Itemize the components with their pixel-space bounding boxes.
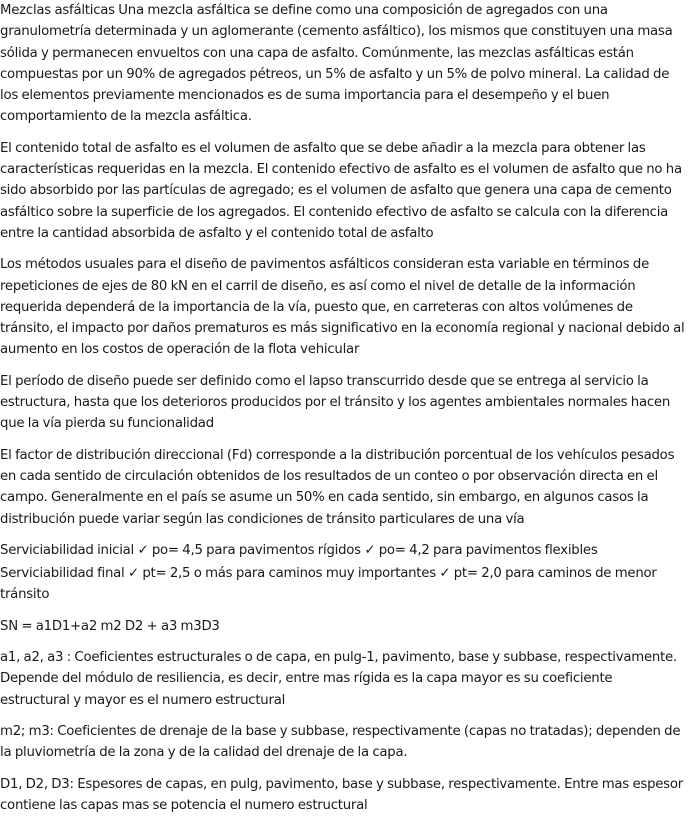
paragraph-coeficientes-drenaje: m2; m3: Coeficientes de drenaje de la base y subbase, respectivamente (capas no tratadas); dependen de la pluviometría de la zona y de la calidad del drenaje de la capa. — [0, 723, 681, 761]
paragraph-formula-sn: SN = a1D1+a2 m2 D2 + a3 m3D3 — [0, 618, 220, 634]
paragraph-serviciabilidad-inicial: Serviciabilidad inicial ✓ po= 4,5 para pavimentos rígidos ✓ po= 4,2 para pavimentos flexibles — [0, 542, 598, 558]
paragraph-coeficientes-estructurales: a1, a2, a3 : Coeficientes estructurales o de capa, en pulg-1, pavimento, base y subbase, respectivamente. Depende del módulo de resiliencia, es decir, entre mas rígida es la capa mayor es su coeficiente estructural y mayor es el numero estructural — [0, 650, 677, 708]
paragraph-serviciabilidad-final: Serviciabilidad final ✓ pt= 2,5 o más para caminos muy importantes ✓ pt= 2,0 para caminos de menor tránsito — [0, 566, 657, 603]
paragraph-factor-distribucion: El factor de distribución direccional (Fd) corresponde a la distribución porcentual de los vehículos pesados en cada sentido de circulación obtenidos de los resultados de un conteo o por observación directa en el campo. Generalmente en el país se asume un 50% en cada sentido, sin embargo, en algunos casos la distribución puede variar según las condiciones de tránsito particulares de una vía — [0, 447, 675, 527]
paragraph-espesores-capas: D1, D2, D3: Espesores de capas, en pulg, pavimento, base y subbase, respectivamente. Entre mas espesor contiene las capas mas se potencia el numero estructural — [0, 776, 683, 813]
paragraph-mezclas-asfalticas: Mezclas asfálticas Una mezcla asfáltica se define como una composición de agregados con una granulometría determinada y un aglomerante (cemento asfáltico), los mismos que constituyen una masa sólida y permanecen envueltos con una capa de asfalto. Comúnmente, las mezclas asfálticas están compuestas por un 90% de agregados pétreos, un 5% de asfalto y un 5% de polvo mineral. La calidad de los elementos previamente mencionados es de suma importancia para el desempeño y el buen comportamiento de la mezcla asfáltica. — [0, 3, 673, 125]
paragraph-contenido-asfalto: El contenido total de asfalto es el volumen de asfalto que se debe añadir a la mezcla para obtener las características requeridas en la mezcla. El contenido efectivo de asfalto es el volumen de asfalto que no ha sido absorbido por las partículas de agregado; es el volumen de asfalto que genera una capa de cemento asfáltico sobre la superficie de los agregados. El contenido efectivo de asfalto se calcula con la diferencia entre la cantidad absorbida de asfalto y el contenido total de asfalto — [0, 140, 682, 241]
paragraph-metodos-diseno: Los métodos usuales para el diseño de pavimentos asfálticos consideran esta variable en términos de repeticiones de ejes de 80 kN en el carril de diseño, es así como el nivel de detalle de la información requerida dependerá de la importancia de la vía, puesto que, en carreteras con altos volúmenes de tránsito, el impacto por daños prematuros es más significativo en la economía regional y nacional debido al aumento en los costos de operación de la flota vehicular — [0, 257, 685, 358]
paragraph-periodo-diseno: El período de diseño puede ser definido como el lapso transcurrido desde que se entrega al servicio la estructura, hasta que los deterioros producidos por el tránsito y los agentes ambientales normales hacen que la vía pierda su funcionalidad — [0, 373, 671, 432]
